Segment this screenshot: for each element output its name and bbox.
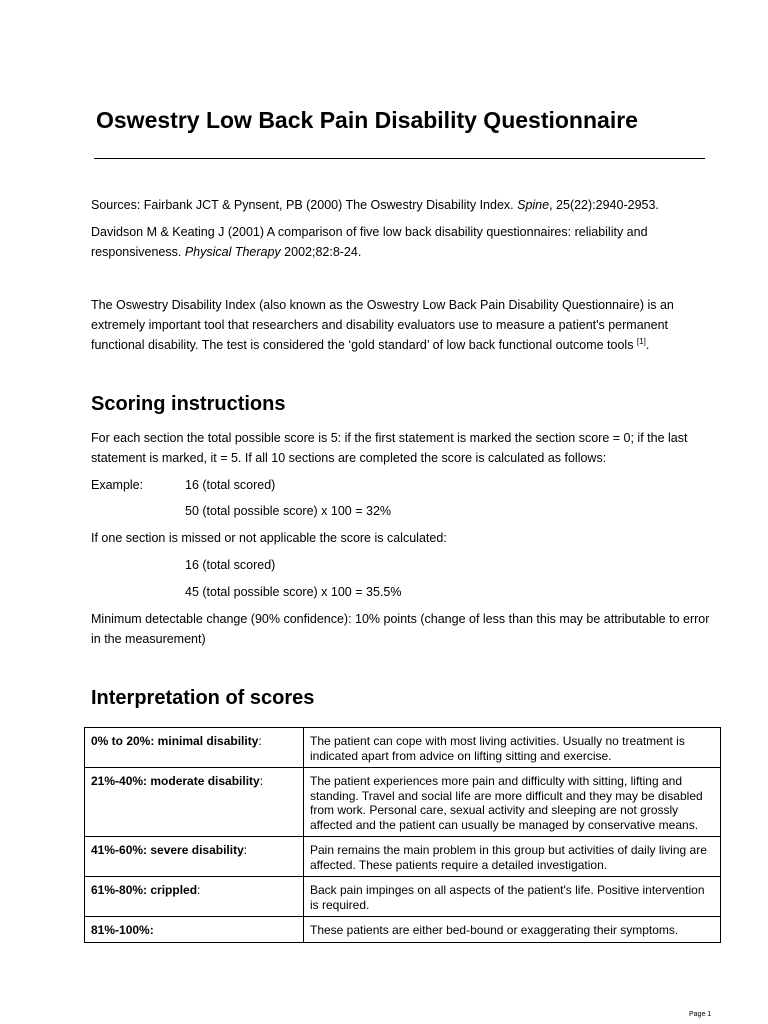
- document-title: Oswestry Low Back Pain Disability Questionnaire: [96, 107, 638, 133]
- missed-total-scored: 16 (total scored): [185, 558, 276, 572]
- scoring-heading: Scoring instructions: [91, 393, 286, 415]
- table-row: [85, 728, 721, 768]
- example-total-scored: 16 (total scored): [185, 478, 276, 492]
- interpretation-heading: Interpretation of scores: [91, 687, 315, 709]
- source-citation-1: Sources: Fairbank JCT & Pynsent, PB (2000) The Oswestry Disability Index. Spine, 25(22):2940-2953.: [91, 198, 659, 212]
- score-description: Back pain impinges on all aspects of the patient's life. Positive intervention is required.: [304, 877, 721, 917]
- score-level: 21%-40%: moderate disability:: [85, 768, 304, 837]
- score-level: 81%-100%:: [85, 917, 304, 943]
- missed-section-text: If one section is missed or not applicable the score is calculated:: [91, 531, 447, 545]
- table-row: [85, 768, 721, 837]
- example-total-possible: 50 (total possible score) x 100 = 32%: [185, 504, 392, 518]
- score-level: 41%-60%: severe disability:: [85, 837, 304, 877]
- intro-paragraph: The Oswestry Disability Index (also known as the Oswestry Low Back Pain Disability Questionnaire) is an extremely important tool that researchers and disability evaluators use to measure a patient's permanent functional disability. The test is considered the ‘gold standard’ of low back functional outcome tools [1].: [91, 298, 674, 352]
- interpretation-table: [84, 727, 721, 943]
- reference-marker: [1]: [636, 336, 646, 346]
- score-level: 0% to 20%: minimal disability:: [85, 728, 304, 768]
- score-description: Pain remains the main problem in this group but activities of daily living are affected. These patients require a detailed investigation.: [304, 837, 721, 877]
- score-level: 61%-80%: crippled:: [85, 877, 304, 917]
- minimum-detectable-change: Minimum detectable change (90% confidence): 10% points (change of less than this may be attributable to error in the measurement): [91, 612, 710, 646]
- source-citation-2: Davidson M & Keating J (2001) A comparison of five low back disability questionnaires: reliability and responsiveness. Physical Therapy 2002;82:8-24.: [91, 225, 648, 259]
- page-number: Page 1: [689, 1011, 712, 1018]
- table-row: [85, 837, 721, 877]
- title-divider: [94, 158, 705, 159]
- table-row: [85, 917, 721, 943]
- example-label: Example:: [91, 478, 144, 492]
- table-row: [85, 877, 721, 917]
- score-description: These patients are either bed-bound or exaggerating their symptoms.: [304, 917, 721, 943]
- score-description: The patient experiences more pain and difficulty with sitting, lifting and standing. Travel and social life are more difficult and they may be disabled from work. Personal care, sexual activity and sleeping are not grossly affected and the patient can usually be managed by conservative means.: [304, 768, 721, 837]
- missed-total-possible: 45 (total possible score) x 100 = 35.5%: [185, 585, 402, 599]
- score-description: The patient can cope with most living activities. Usually no treatment is indicated apart from advice on lifting sitting and exercise.: [304, 728, 721, 768]
- scoring-paragraph: For each section the total possible score is 5: if the first statement is marked the section score = 0; if the last statement is marked, it = 5. If all 10 sections are completed the score is calculated as follows:: [91, 431, 688, 465]
